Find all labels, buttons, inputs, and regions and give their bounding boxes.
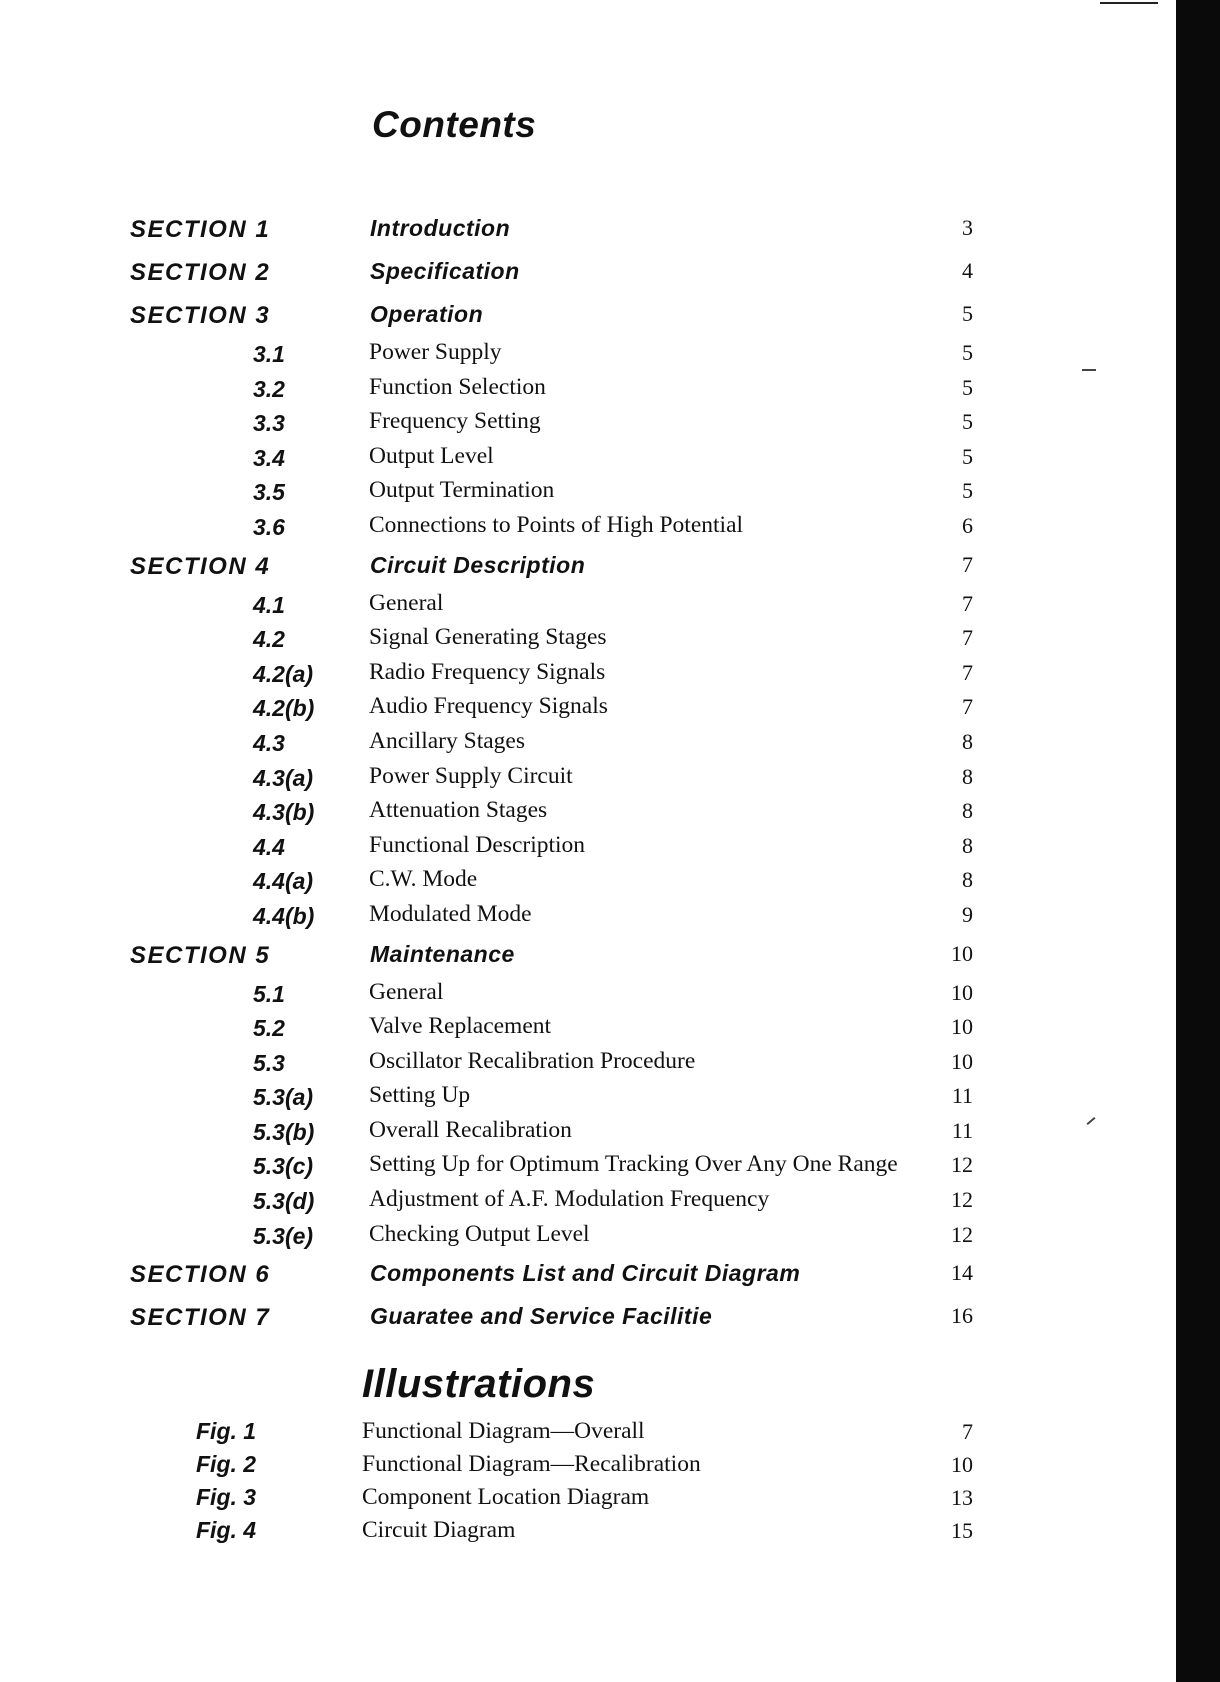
toc-subsection-row — [0, 1219, 1000, 1254]
page-number: 8 — [962, 832, 973, 858]
subsection-title: Functional Description — [369, 831, 586, 858]
toc-subsection-row — [0, 864, 1000, 899]
section-title: Circuit Description — [370, 551, 586, 578]
figure-row — [0, 1517, 1000, 1550]
toc-section-row — [0, 251, 1000, 294]
page-number: 5 — [962, 478, 973, 504]
page-number: 3 — [962, 215, 973, 240]
subsection-number: 5.3(e) — [253, 1222, 314, 1249]
page-number: 8 — [962, 798, 973, 824]
figure-row — [0, 1451, 1000, 1484]
page-number: 4 — [962, 258, 973, 283]
subsection-title: Attenuation Stages — [369, 797, 548, 824]
subsection-number: 4.3 — [253, 729, 285, 756]
page-number: 12 — [951, 1221, 973, 1247]
page-number: 10 — [951, 979, 973, 1005]
subsection-number: 5.3(c) — [253, 1153, 314, 1180]
toc-subsection-row — [0, 1149, 1000, 1184]
subsection-number: 5.3(b) — [253, 1118, 315, 1145]
contents-heading: Contents — [372, 104, 537, 145]
toc-subsection-row — [0, 622, 1000, 657]
toc-subsection-row — [0, 691, 1000, 726]
page-number: 7 — [962, 551, 973, 577]
subsection-title: Overall Recalibration — [369, 1116, 572, 1143]
figure-number: Fig. 1 — [196, 1418, 257, 1444]
page-number: 10 — [951, 940, 973, 966]
page-number: 5 — [962, 409, 973, 435]
page-number: 7 — [962, 625, 973, 651]
subsection-title: Frequency Setting — [369, 408, 541, 435]
subsection-title: Adjustment of A.F. Modulation Frequency — [369, 1186, 770, 1213]
page-number: 14 — [951, 1260, 973, 1286]
figure-number: Fig. 4 — [196, 1517, 257, 1543]
subsection-title: Checking Output Level — [369, 1220, 590, 1247]
page-number: 5 — [962, 340, 973, 365]
subsection-number: 4.3(b) — [253, 799, 315, 826]
toc-subsection-row — [0, 1080, 1000, 1115]
page-number: 10 — [951, 1014, 973, 1040]
page-number: 16 — [951, 1303, 973, 1329]
subsection-title: Power Supply Circuit — [369, 762, 573, 789]
page-number: 11 — [951, 1083, 973, 1109]
section-title: Specification — [370, 258, 520, 284]
page-number: 10 — [951, 1452, 973, 1477]
toc-subsection-row — [0, 977, 1000, 1012]
scan-edge-shadow — [1176, 0, 1220, 1682]
illustrations-list — [0, 1418, 1000, 1550]
toc-subsection-row — [0, 1115, 1000, 1150]
subsection-number: 3.4 — [253, 444, 285, 471]
scan-speck — [1082, 369, 1096, 371]
subsection-title: Output Termination — [369, 477, 555, 504]
subsection-number: 3.6 — [253, 513, 285, 540]
subsection-number: 3.5 — [253, 479, 285, 506]
scan-speck — [1087, 1117, 1096, 1125]
toc-subsection-row — [0, 1011, 1000, 1046]
page-number: 8 — [962, 763, 973, 789]
toc-subsection-row — [0, 1184, 1000, 1219]
subsection-title: Connections to Points of High Potential — [369, 511, 744, 538]
page-number: 12 — [951, 1187, 973, 1213]
subsection-number: 5.2 — [253, 1015, 285, 1042]
page-number: 8 — [962, 867, 973, 893]
figure-title: Functional Diagram—Recalibration — [362, 1451, 701, 1477]
subsection-title: Radio Frequency Signals — [369, 658, 606, 685]
section-number: SECTION 5 — [130, 941, 271, 969]
subsection-number: 4.2(a) — [253, 660, 314, 687]
subsection-title: General — [369, 978, 444, 1005]
page-number: 10 — [951, 1048, 973, 1074]
section-title: Operation — [370, 301, 484, 327]
subsection-number: 4.1 — [253, 591, 285, 618]
figure-title: Circuit Diagram — [362, 1517, 516, 1543]
subsection-number: 3.2 — [253, 375, 285, 402]
page-number: 5 — [962, 301, 973, 326]
toc-subsection-row — [0, 475, 1000, 510]
toc-subsection-row — [0, 761, 1000, 796]
subsection-number: 5.3(a) — [253, 1084, 314, 1111]
toc-subsection-row — [0, 795, 1000, 830]
toc-section-row — [0, 294, 1000, 337]
section-title: Components List and Circuit Diagram — [370, 1260, 801, 1287]
subsection-number: 4.4(b) — [253, 902, 315, 929]
section-title: Introduction — [370, 215, 511, 241]
subsection-title: Ancillary Stages — [369, 727, 525, 754]
section-number: SECTION 7 — [130, 1304, 271, 1332]
section-title: Maintenance — [370, 940, 515, 967]
figure-title: Functional Diagram—Overall — [362, 1418, 645, 1444]
toc-subsection-row — [0, 441, 1000, 476]
subsection-title: Setting Up — [369, 1082, 471, 1109]
toc-subsection-row — [0, 726, 1000, 761]
subsection-title: Output Level — [369, 442, 494, 469]
subsection-number: 5.1 — [253, 980, 285, 1007]
page-number: 12 — [951, 1152, 973, 1178]
page-number: 7 — [962, 590, 973, 616]
subsection-number: 4.2 — [253, 626, 285, 653]
subsection-number: 3.1 — [253, 341, 285, 367]
section-number: SECTION 3 — [130, 302, 271, 329]
toc-section-row — [0, 934, 1000, 977]
subsection-title: Valve Replacement — [369, 1013, 552, 1040]
subsection-title: Modulated Mode — [369, 900, 532, 927]
page-number: 11 — [951, 1117, 973, 1143]
section-title: Guaratee and Service Facilitie — [370, 1303, 713, 1330]
toc-section-row — [0, 208, 1000, 251]
page-number: 8 — [962, 728, 973, 754]
toc-section-row — [0, 1296, 1000, 1339]
subsection-number: 4.3(a) — [253, 764, 314, 791]
figure-title: Component Location Diagram — [362, 1484, 650, 1510]
toc-subsection-row — [0, 1046, 1000, 1081]
subsection-title: C.W. Mode — [369, 866, 478, 893]
page-number: 9 — [962, 901, 973, 927]
subsection-number: 5.3(d) — [253, 1188, 315, 1215]
figure-number: Fig. 3 — [196, 1484, 257, 1510]
subsection-title: Function Selection — [369, 373, 546, 400]
section-number: SECTION 1 — [130, 216, 271, 243]
subsection-title: Power Supply — [369, 339, 502, 365]
subsection-title: Audio Frequency Signals — [369, 693, 608, 720]
subsection-title: Oscillator Recalibration Procedure — [369, 1047, 696, 1074]
toc-subsection-row — [0, 830, 1000, 865]
subsection-number: 5.3 — [253, 1049, 285, 1076]
subsection-number: 4.2(b) — [253, 695, 315, 722]
toc-subsection-row — [0, 899, 1000, 934]
section-number: SECTION 2 — [130, 259, 271, 286]
subsection-title: Setting Up for Optimum Tracking Over Any One Range — [369, 1151, 898, 1178]
toc-subsection-row — [0, 588, 1000, 623]
page-number: 6 — [962, 512, 973, 538]
toc-subsection-row — [0, 406, 1000, 441]
top-rule — [1100, 2, 1158, 4]
page-number: 15 — [951, 1518, 973, 1543]
section-number: SECTION 6 — [130, 1261, 271, 1289]
toc-subsection-row — [0, 372, 1000, 407]
toc-section-row — [0, 545, 1000, 588]
illustrations-heading: Illustrations — [362, 1362, 596, 1406]
subsection-title: General — [369, 589, 444, 616]
subsection-number: 4.4(a) — [253, 868, 314, 895]
page-number: 5 — [962, 443, 973, 469]
figure-row — [0, 1418, 1000, 1451]
toc-section-row — [0, 1253, 1000, 1296]
toc-subsection-row — [0, 510, 1000, 545]
figure-number: Fig. 2 — [196, 1451, 257, 1477]
figure-row — [0, 1484, 1000, 1517]
subsection-title: Signal Generating Stages — [369, 624, 607, 651]
table-of-contents — [0, 208, 1000, 1339]
section-number: SECTION 4 — [130, 552, 271, 580]
page-number: 13 — [951, 1485, 973, 1510]
subsection-number: 3.3 — [253, 410, 285, 437]
page-number: 7 — [962, 694, 973, 720]
toc-subsection-row — [0, 337, 1000, 372]
page-number: 5 — [962, 374, 973, 400]
page-number: 7 — [962, 659, 973, 685]
page-number: 7 — [962, 1419, 973, 1444]
subsection-number: 4.4 — [253, 833, 285, 860]
toc-subsection-row — [0, 657, 1000, 692]
